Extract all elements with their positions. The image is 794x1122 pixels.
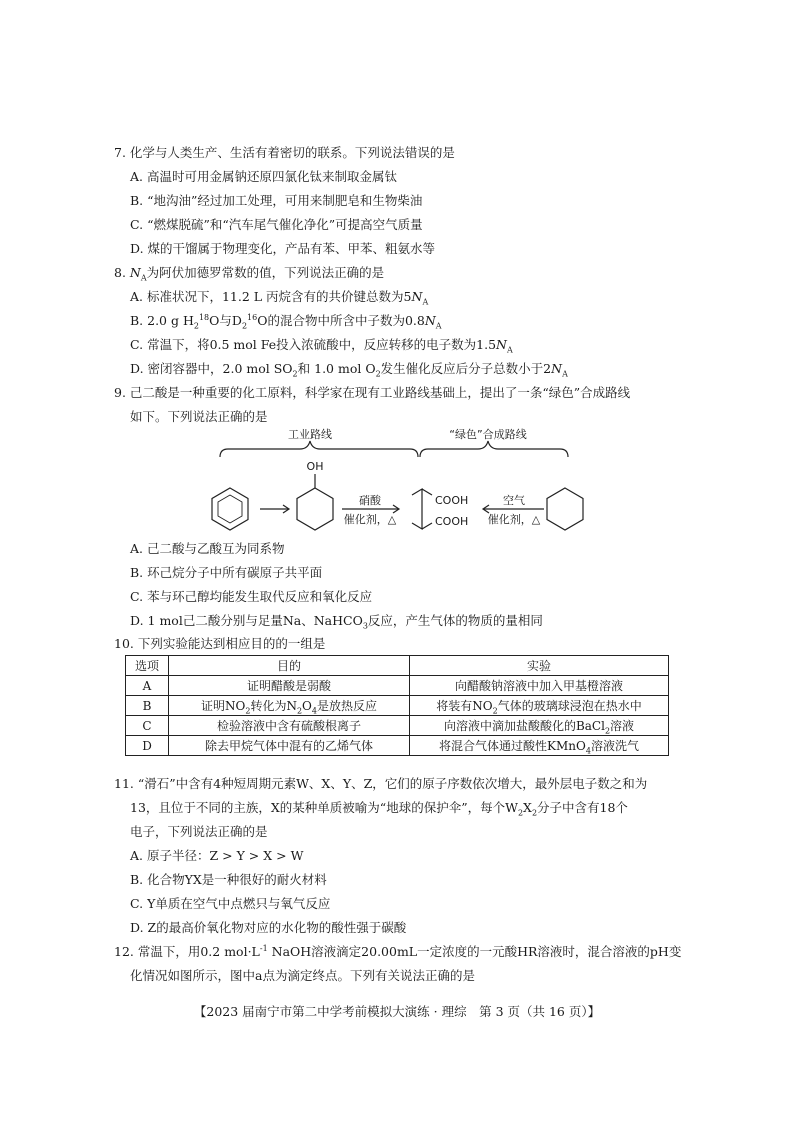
row-purpose: 检验溶液中含有硫酸根离子 [169, 716, 410, 736]
q9-option-d: D. 1 mol己二酸分别与足量Na、NaHCO$_3$反应，产生气体的物质的量相同 [130, 613, 543, 631]
table-header-row [126, 656, 669, 676]
row-option: B [126, 696, 169, 716]
q11-option-a: A. 原子半径：Z > Y > X > W [130, 848, 304, 863]
q10-experiment-table [125, 655, 669, 756]
q7-option-b: B. “地沟油”经过加工处理，可用来制肥皂和生物柴油 [130, 193, 423, 208]
row-option: D [126, 736, 169, 756]
reagent-nitric-acid: 硝酸 [359, 494, 381, 507]
q11-stem-line2: 13，且位于不同的主族，X的某种单质被喻为“地球的保护伞”，每个$W_2X_2$分子中含有18个 [130, 800, 628, 818]
row-option: A [126, 676, 169, 696]
q9-synthesis-diagram [200, 425, 600, 540]
q9-stem-line2: 如下。下列说法正确的是 [130, 409, 268, 424]
q11-stem-line1: 11. “滑石”中含有4种短周期元素W、X、Y、Z，它们的原子序数依次增大，最外层电子数之和为 [114, 776, 648, 791]
q9-option-a: A. 己二酸与乙酸互为同系物 [130, 541, 285, 556]
q12-stem-line2: 化情况如图所示，图中a点为滴定终点。下列有关说法正确的是 [130, 968, 475, 983]
cyclohexane-ring [547, 488, 583, 530]
row-option: C [126, 716, 169, 736]
row-purpose: 证明醋酸是弱酸 [169, 676, 410, 696]
table-row [126, 736, 669, 756]
q11-option-b: B. 化合物YX是一种很好的耐火材料 [130, 872, 327, 887]
cooh-top: COOH [435, 494, 469, 507]
row-experiment: 将装有$NO_2$气体的玻璃球浸泡在热水中 [410, 696, 669, 716]
hydroxyl-label: OH [306, 460, 324, 473]
row-purpose: 证明$NO_2$转化为$N_2O_4$是放热反应 [169, 696, 410, 716]
q11-option-c: C. Y单质在空气中点燃只与氧气反应 [130, 896, 331, 911]
row-experiment: 向溶液中滴加盐酸酸化的BaCl$_2$溶液 [410, 716, 669, 736]
table-row [126, 696, 669, 716]
q8-option-b: B. 2.0 g $H_2^{18}O$与$D_2^{16}O$的混合物中所含中子数为$0.8N_A$ [130, 312, 442, 331]
header-purpose: 目的 [169, 656, 410, 676]
label-industrial-route: 工业路线 [288, 428, 332, 441]
adipic-acid-chain [412, 489, 432, 529]
header-option: 选项 [126, 656, 169, 676]
condition-catalyst-2: 催化剂，△ [487, 513, 541, 526]
q11-stem-line3: 电子，下列说法正确的是 [130, 824, 268, 839]
industrial-route-brace [220, 441, 418, 457]
row-experiment: 向醋酸钠溶液中加入甲基橙溶液 [410, 676, 669, 696]
q7-stem: 7. 化学与人类生产、生活有着密切的联系。下列说法错误的是 [114, 145, 455, 160]
q12-stem-line1: 12. 常温下，用0.2 $mol\cdot L^{-1}$ NaOH溶液滴定20.00mL一定浓度的一元酸HR溶液时，混合溶液的pH变 [114, 943, 682, 959]
page-footer: 【2023 届南宁市第二中学考前模拟大演练 · 理综 第 3 页（共 16 页）】 [193, 1004, 601, 1019]
table-row [126, 676, 669, 696]
header-experiment: 实验 [410, 656, 669, 676]
q9-option-c: C. 苯与环己醇均能发生取代反应和氧化反应 [130, 589, 373, 604]
q8-stem: 8. $N_A$为阿伏加德罗常数的值，下列说法正确的是 [114, 265, 385, 283]
q8-option-d: D. 密闭容器中，2.0 mol $SO_2$和 1.0 mol $O_2$发生催化反应后分子总数小于$2N_A$ [130, 361, 568, 379]
q7-option-d: D. 煤的干馏属于物理变化，产品有苯、甲苯、粗氨水等 [130, 241, 436, 256]
q9-option-b: B. 环己烷分子中所有碳原子共平面 [130, 565, 323, 580]
reagent-air: 空气 [503, 494, 525, 507]
q8-option-a: A. 标准状况下，11.2 L 丙烷含有的共价键总数为$5N_A$ [130, 289, 429, 307]
green-route-brace [420, 441, 568, 457]
q7-option-c: C. “燃煤脱硫”和“汽车尾气催化净化”可提高空气质量 [130, 217, 423, 232]
q9-stem-line1: 9. 己二酸是一种重要的化工原料，科学家在现有工业路线基础上，提出了一条“绿色”合成路线 [114, 385, 631, 400]
condition-catalyst-1: 催化剂，△ [343, 513, 397, 526]
label-green-route: “绿色”合成路线 [449, 428, 527, 441]
row-experiment: 将混合气体通过酸性KMnO$_4$溶液洗气 [410, 736, 669, 756]
cyclohexanol-ring [297, 488, 333, 530]
q11-option-d: D. Z的最高价氧化物对应的水化物的酸性强于碳酸 [130, 920, 407, 935]
q7-option-a: A. 高温时可用金属钠还原四氯化钛来制取金属钛 [130, 169, 397, 184]
cooh-bottom: COOH [435, 515, 469, 528]
table-row [126, 716, 669, 736]
benzene-ring [212, 488, 248, 530]
row-purpose: 除去甲烷气体中混有的乙烯气体 [169, 736, 410, 756]
q8-option-c: C. 常温下，将0.5 mol Fe投入浓硫酸中，反应转移的电子数为$1.5N_A$ [130, 337, 513, 355]
q10-stem: 10. 下列实验能达到相应目的的一组是 [114, 636, 326, 651]
